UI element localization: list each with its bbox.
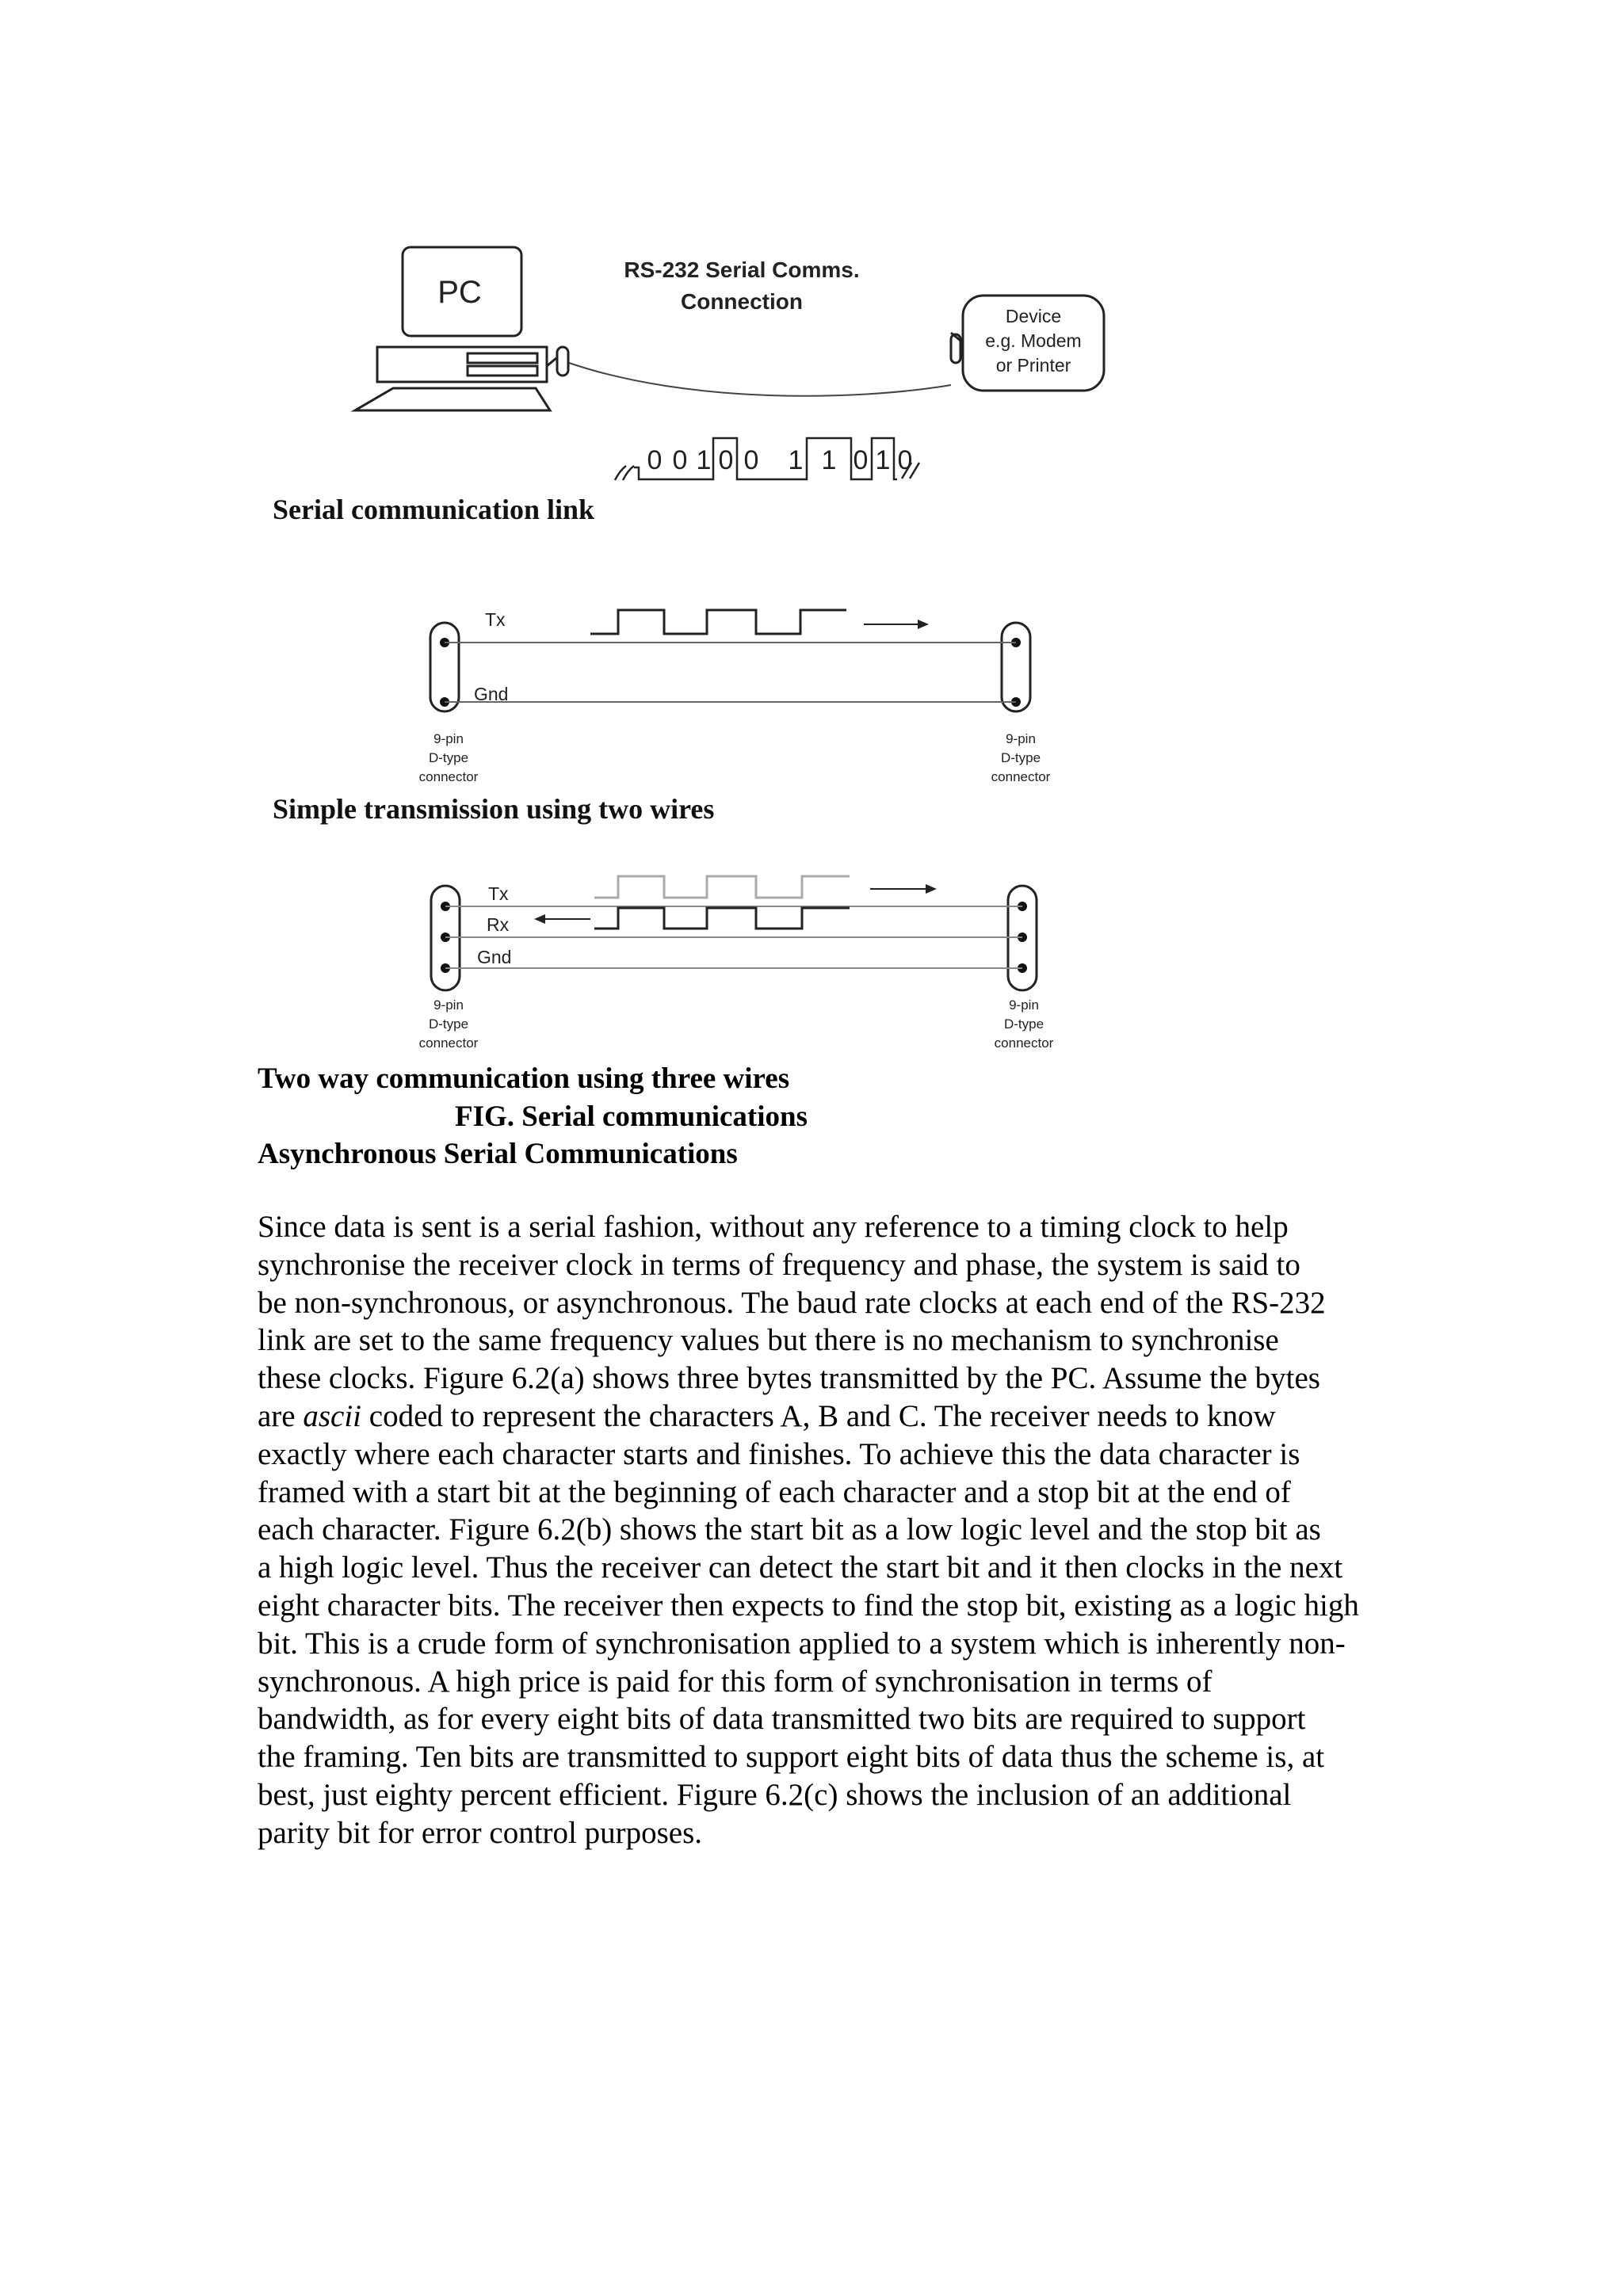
pc-label: PC — [437, 275, 482, 310]
figure3-left-connector-line1: 9-pin — [433, 997, 464, 1013]
body-paragraph — [258, 1208, 1446, 1852]
body-line: be non-synchronous, or asynchronous. The baud rate clocks at each end of the RS-232 — [258, 1285, 1326, 1320]
body-line: the framing. Ten bits are transmitted to support eight bits of data thus the scheme is, at — [258, 1740, 1325, 1775]
figure2-left-connector-line3: connector — [418, 769, 479, 784]
figure2-right-connector-line1: 9-pin — [1006, 731, 1036, 746]
figure2-tx-pulses — [590, 610, 846, 634]
bit-10: 0 — [897, 445, 913, 475]
figure3-tx-pulses — [594, 876, 850, 898]
body-line: framed with a start bit at the beginning of each character and a stop bit at the end of — [258, 1474, 1291, 1509]
figure3-left-connector-line2: D-type — [428, 1016, 469, 1032]
bit-3: 1 — [696, 445, 712, 475]
device-plug-icon — [951, 333, 960, 363]
body-line: bit. This is a crude form of synchronisation applied to a system which is inherently non- — [258, 1626, 1346, 1661]
figure2-tx-label: Tx — [485, 609, 506, 630]
bit-2: 0 — [672, 445, 688, 475]
figure2-tx-arrow-icon — [864, 620, 929, 629]
figure1-title-line1: RS-232 Serial Comms. — [624, 257, 860, 282]
figure3-caption: Two way communication using three wires — [258, 1062, 790, 1095]
body-line: link are set to the same frequency values but there is no mechanism to synchronise — [258, 1323, 1279, 1358]
figure3-gnd-label: Gnd — [477, 947, 512, 967]
figure2-left-connector-line1: 9-pin — [433, 731, 464, 746]
body-line: eight character bits. The receiver then expects to find the stop bit, existing as a logic high — [258, 1588, 1359, 1623]
figure3-tx-arrow-icon — [870, 884, 937, 894]
body-text-run: are — [258, 1398, 304, 1433]
figure2-caption: Simple transmission using two wires — [273, 793, 715, 825]
figure3-rx-pulses — [594, 908, 850, 929]
body-line: best, just eighty percent efficient. Figure 6.2(c) shows the inclusion of an additional — [258, 1777, 1292, 1812]
pc-icon — [355, 247, 550, 410]
device-label-line2: e.g. Modem — [985, 330, 1082, 351]
body-text-run: coded to represent the characters A, B and C. The receiver needs to know — [361, 1398, 1276, 1433]
figure3-right-connector-line1: 9-pin — [1009, 997, 1039, 1013]
figure3-right-connector-line2: D-type — [1003, 1016, 1044, 1032]
figure3-left-connector-line3: connector — [418, 1035, 479, 1051]
body-line: synchronise the receiver clock in terms of frequency and phase, the system is said to — [258, 1247, 1300, 1282]
body-line: parity bit for error control purposes. — [258, 1815, 703, 1850]
body-line: these clocks. Figure 6.2(a) shows three bytes transmitted by the PC. Assume the bytes — [258, 1361, 1320, 1396]
bit-4: 0 — [718, 445, 734, 475]
figure2-right-connector-line3: connector — [991, 769, 1051, 784]
figure3-right-connector-line3: connector — [994, 1035, 1054, 1051]
figure-three-wire — [0, 856, 1623, 1062]
body-italic-term: ascii — [303, 1398, 362, 1433]
figure2-left-connector-line2: D-type — [428, 750, 469, 765]
body-line: bandwidth, as for every eight bits of data transmitted two bits are required to support — [258, 1702, 1306, 1737]
device-label-line3: or Printer — [995, 355, 1071, 376]
figure-caption: FIG. Serial communications — [455, 1100, 808, 1133]
body-line: Since data is sent is a serial fashion, without any reference to a timing clock to help — [258, 1210, 1289, 1244]
body-line: exactly where each character starts and finishes. To achieve this the data character is — [258, 1436, 1300, 1471]
bit-6: 1 — [788, 445, 804, 475]
figure1-title-line2: Connection — [681, 289, 803, 314]
body-line: synchronous. A high price is paid for this form of synchronisation in terms of — [258, 1664, 1212, 1699]
figure3-rx-label: Rx — [487, 914, 510, 935]
bit-7: 1 — [821, 445, 837, 475]
body-line: each character. Figure 6.2(b) shows the start bit as a low logic level and the stop bit as — [258, 1512, 1321, 1547]
device-label-line1: Device — [1005, 306, 1062, 326]
figure-serial-link — [0, 0, 1623, 555]
bit-8: 0 — [853, 445, 869, 475]
figure3-tx-label: Tx — [488, 883, 509, 904]
pc-plug-icon — [547, 347, 568, 376]
figure1-caption: Serial communication link — [273, 494, 595, 525]
serial-cable — [569, 363, 951, 396]
figure2-gnd-label: Gnd — [474, 684, 509, 704]
body-line — [258, 1398, 1446, 1436]
body-line: a high logic level. Thus the receiver can detect the start bit and it then clocks in the next — [258, 1550, 1343, 1585]
bit-9: 1 — [875, 445, 891, 475]
figure-two-wire — [0, 586, 1623, 800]
section-heading: Asynchronous Serial Communications — [258, 1138, 738, 1170]
figure2-right-connector-line2: D-type — [1000, 750, 1041, 765]
bit-1: 0 — [647, 445, 663, 475]
figure3-rx-arrow-icon — [534, 914, 590, 924]
bit-5: 0 — [743, 445, 759, 475]
